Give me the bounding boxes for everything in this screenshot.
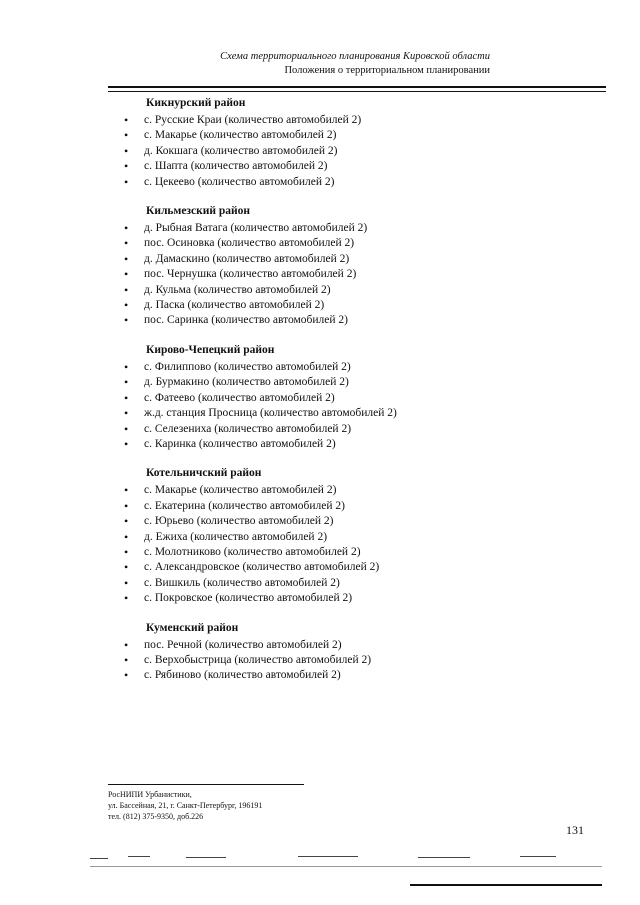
district-heading: Кильмезский район <box>146 205 251 218</box>
settlement-list <box>0 360 640 452</box>
scan-artifact <box>90 866 602 867</box>
list-item: • с. Каринка (количество автомобилей 2) <box>0 437 640 452</box>
scan-artifact <box>128 856 150 857</box>
list-item: • с. Фатеево (количество автомобилей 2) <box>0 391 640 406</box>
district-heading: Кикнурский район <box>146 97 246 109</box>
list-item: • с. Цекеево (количество автомобилей 2) <box>0 175 640 190</box>
list-item: • с. Шапта (количество автомобилей 2) <box>0 159 640 174</box>
scan-artifact <box>90 858 108 859</box>
scan-artifact <box>520 856 556 857</box>
list-item: • д. Кокшага (количество автомобилей 2) <box>0 144 640 159</box>
page-footer <box>108 789 262 822</box>
scan-artifact <box>418 857 470 858</box>
list-item: • д. Паска (количество автомобилей 2) <box>0 298 640 313</box>
footer-address: ул. Бассейная, 21, г. Санкт-Петербург, 196191 <box>108 801 263 810</box>
settlement-list <box>0 113 640 190</box>
footer-org: РосНИПИ Урбанистики, <box>108 790 192 799</box>
list-item: • с. Селезениха (количество автомобилей 2) <box>0 422 640 437</box>
list-item: • с. Юрьево (количество автомобилей 2) <box>0 514 640 529</box>
page-header <box>110 50 490 78</box>
list-item: • с. Макарье (количество автомобилей 2) <box>0 128 640 143</box>
list-item: • пос. Речной (количество автомобилей 2) <box>0 638 640 653</box>
document-title: Схема территориального планирования Кировской области <box>220 51 490 62</box>
document-subtitle: Положения о территориальном планировании <box>284 65 490 76</box>
district-section <box>0 466 640 606</box>
settlement-list <box>0 483 640 606</box>
list-item: • пос. Саринка (количество автомобилей 2) <box>0 313 640 328</box>
list-item: • с. Александровское (количество автомобилей 2) <box>0 560 640 575</box>
settlement-list <box>0 638 640 684</box>
district-section <box>0 621 640 684</box>
list-item: • с. Верхобыстрица (количество автомобилей 2) <box>0 653 640 668</box>
list-item: • с. Покровское (количество автомобилей 2) <box>0 591 640 606</box>
scan-edge-band <box>410 884 602 886</box>
footer-divider <box>108 784 304 785</box>
list-item: • д. Ежиха (количество автомобилей 2) <box>0 530 640 545</box>
list-item: • с. Макарье (количество автомобилей 2) <box>0 483 640 498</box>
list-item: • д. Бурмакино (количество автомобилей 2) <box>0 375 640 390</box>
header-divider <box>108 86 606 92</box>
district-heading: Котельничский район <box>146 467 262 480</box>
settlement-list <box>0 221 640 329</box>
list-item: • с. Филиппово (количество автомобилей 2) <box>0 360 640 375</box>
list-item: • с. Русские Краи (количество автомобилей 2) <box>0 113 640 128</box>
list-item: • д. Дамаскино (количество автомобилей 2) <box>0 252 640 267</box>
page-number: 131 <box>566 823 584 837</box>
district-section <box>0 96 640 190</box>
scan-artifact <box>186 857 226 858</box>
scan-artifact <box>298 856 358 857</box>
district-section <box>0 343 640 452</box>
footer-phone: тел. (812) 375-9350, доб.226 <box>108 812 204 821</box>
list-item: • с. Рябиново (количество автомобилей 2) <box>0 668 640 683</box>
list-item: • с. Вишкиль (количество автомобилей 2) <box>0 576 640 591</box>
district-heading: Куменский район <box>146 621 239 634</box>
list-item: • д. Кульма (количество автомобилей 2) <box>0 283 640 298</box>
district-list <box>0 96 640 698</box>
district-heading: Кирово-Чепецкий район <box>146 343 275 356</box>
list-item: • пос. Осиновка (количество автомобилей 2) <box>0 236 640 251</box>
list-item: • ж.д. станция Просница (количество автомобилей 2) <box>0 406 640 421</box>
list-item: • д. Рыбная Ватага (количество автомобилей 2) <box>0 221 640 236</box>
list-item: • с. Екатерина (количество автомобилей 2) <box>0 499 640 514</box>
list-item: • пос. Чернушка (количество автомобилей 2) <box>0 267 640 282</box>
list-item: • с. Молотниково (количество автомобилей 2) <box>0 545 640 560</box>
district-section <box>0 204 640 329</box>
